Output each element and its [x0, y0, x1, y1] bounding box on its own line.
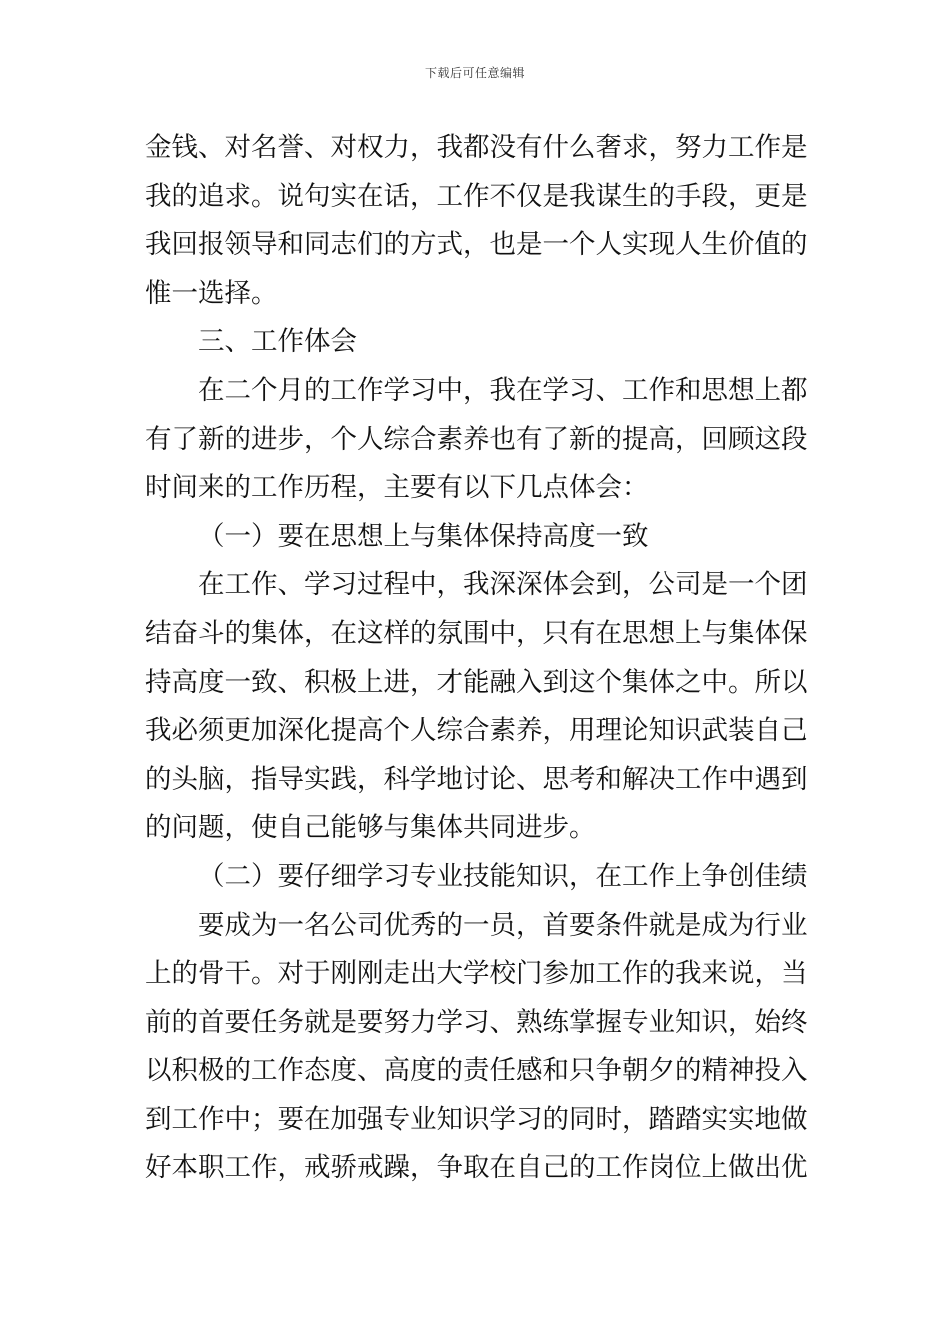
- subsection-heading: （一）要在思想上与集体保持高度一致: [198, 520, 649, 552]
- text-line: 的问题，使自己能够与集体共同进步。: [145, 812, 596, 844]
- text-line: 我回报领导和同志们的方式，也是一个人实现人生价值的: [145, 229, 807, 261]
- text-line: 惟一选择。: [145, 277, 278, 309]
- section-heading: 三、工作体会: [198, 326, 357, 358]
- paragraph-start-line: 要成为一名公司优秀的一员，首要条件就是成为行业: [198, 909, 807, 941]
- text-line: 有了新的进步，个人综合素养也有了新的提高，回顾这段: [145, 423, 807, 455]
- text-line: 我的追求。说句实在话，工作不仅是我谋生的手段，更是: [145, 180, 807, 212]
- paragraph-start-line: 在二个月的工作学习中，我在学习、工作和思想上都: [198, 374, 807, 406]
- text-line: 结奋斗的集体，在这样的氛围中，只有在思想上与集体保: [145, 617, 807, 649]
- text-line: 时间来的工作历程，主要有以下几点体会：: [145, 472, 649, 504]
- text-line: 的头脑，指导实践，科学地讨论、思考和解决工作中遇到: [145, 763, 807, 795]
- text-line: 我必须更加深化提高个人综合素养，用理论知识武装自己: [145, 715, 807, 747]
- page-header: 下载后可任意编辑: [424, 66, 525, 80]
- text-line: 前的首要任务就是要努力学习、熟练掌握专业知识，始终: [145, 1006, 807, 1038]
- paragraph-start-line: 在工作、学习过程中，我深深体会到，公司是一个团: [198, 569, 807, 601]
- text-line: 金钱、对名誉、对权力，我都没有什么奢求，努力工作是: [145, 132, 807, 163]
- text-line: 到工作中；要在加强专业知识学习的同时，踏踏实实地做: [145, 1103, 807, 1135]
- text-line: 好本职工作，戒骄戒躁，争取在自己的工作岗位上做出优: [145, 1152, 807, 1184]
- text-line: 上的骨干。对于刚刚走出大学校门参加工作的我来说，当: [145, 958, 807, 990]
- text-line: 以积极的工作态度、高度的责任感和只争朝夕的精神投入: [145, 1055, 807, 1087]
- document-body: [145, 124, 807, 1193]
- text-line: 持高度一致、积极上进，才能融入到这个集体之中。所以: [145, 666, 807, 698]
- subsection-heading: （二）要仔细学习专业技能知识，在工作上争创佳绩: [198, 860, 807, 892]
